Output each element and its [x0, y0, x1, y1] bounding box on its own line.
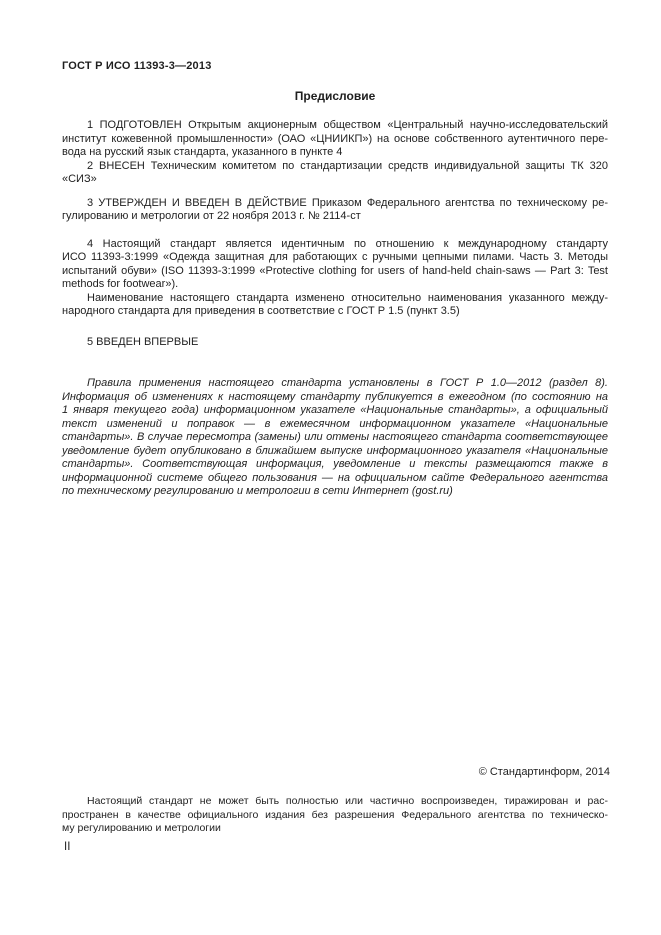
- text-line: стандарты». В случае пересмотра (замены) или отмены настоящего стандарта соответствующее: [62, 431, 608, 443]
- text-line: институт кожевенной промышленности» (ОАО «ЦНИИКП») на основе собственного аутентичного пере-: [62, 132, 608, 145]
- text-line: 1 ПОДГОТОВЛЕН Открытым акционерным обществом «Центральный научно-исследовательский: [87, 119, 608, 131]
- section-title: Предисловие: [294, 89, 376, 103]
- text-line: уведомление будет опубликовано в ближайшем выпуске информационного указателя «Национальные: [62, 444, 608, 457]
- text-line: гулированию и метрологии от 22 ноября 2013 г. № 2114-ст: [62, 210, 361, 222]
- text-line: стандарты». Соответствующая информация, уведомление и тексты размещаются также в: [62, 458, 608, 470]
- text-line: 4 Настоящий стандарт является идентичным по отношению к международному стандарту: [87, 237, 608, 250]
- text-line: пространен в качестве официального издания без разрешения Федерального агентства по техническо-: [62, 808, 608, 821]
- text-line: по техническому регулированию и метрологии в сети Интернет (gost.ru): [62, 485, 453, 497]
- foreword-item-4-note: [62, 292, 608, 319]
- foreword-item-3: [62, 197, 608, 224]
- text-line: вода на русский язык стандарта, указанного в пункте 4: [62, 146, 343, 158]
- text-line: испытаний обуви» (ISO 11393-3:1999 «Protective clothing for users of hand-held chain-saws — Part 3: Test: [62, 264, 608, 277]
- text-line: текст изменений и поправок — в ежемесячном информационном указателе «Национальные: [62, 417, 608, 430]
- text-line: Настоящий стандарт не может быть полностью или частично воспроизведен, тиражирован и рас-: [87, 795, 608, 807]
- foreword-item-5: [62, 336, 608, 350]
- text-line: 2 ВНЕСЕН Техническим комитетом по стандартизации средств индивидуальной защиты ТК 320: [87, 159, 608, 172]
- text-line: народного стандарта для приведения в соответствие с ГОСТ Р 1.5 (пункт 3.5): [62, 305, 460, 317]
- text-line: 3 УТВЕРЖДЕН И ВВЕДЕН В ДЕЙСТВИЕ Приказом Федерального агентства по техническому ре-: [87, 196, 608, 209]
- text-line: информационной системе общего пользования — на официальном сайте Федерального агентства: [62, 471, 608, 484]
- page-number: II: [64, 841, 71, 853]
- text-line: «СИЗ»: [62, 173, 97, 185]
- text-line: 1 января текущего года) информационном указателе «Национальные стандарты», а официальный: [62, 404, 608, 416]
- foreword-content: [62, 119, 608, 499]
- text-line: ИСО 11393-3:1999 «Одежда защитная для работающих с ручными цепными пилами. Часть 3. Методы: [62, 251, 608, 263]
- reproduction-restriction-notice: [62, 795, 608, 836]
- application-rules-note: [62, 377, 608, 499]
- foreword-item-4: [62, 238, 608, 292]
- text-line: Наименование настоящего стандарта изменено относительно наименования указанного между-: [87, 291, 608, 304]
- text-line: Информация об изменениях к настоящему стандарту публикуется в ежегодном (по состоянию на: [62, 390, 608, 403]
- foreword-item-1: [62, 119, 608, 160]
- foreword-item-2: [62, 160, 608, 187]
- copyright-notice: © Стандартинформ, 2014: [478, 766, 610, 778]
- standard-code: ГОСТ Р ИСО 11393-3—2013: [62, 60, 212, 72]
- text-line: 5 ВВЕДЕН ВПЕРВЫЕ: [87, 335, 199, 348]
- text-line: methods for footwear»).: [62, 278, 179, 290]
- text-line: му регулированию и метрологии: [62, 822, 221, 834]
- text-line: Правила применения настоящего стандарта установлены в ГОСТ Р 1.0—2012 (раздел 8).: [87, 377, 608, 389]
